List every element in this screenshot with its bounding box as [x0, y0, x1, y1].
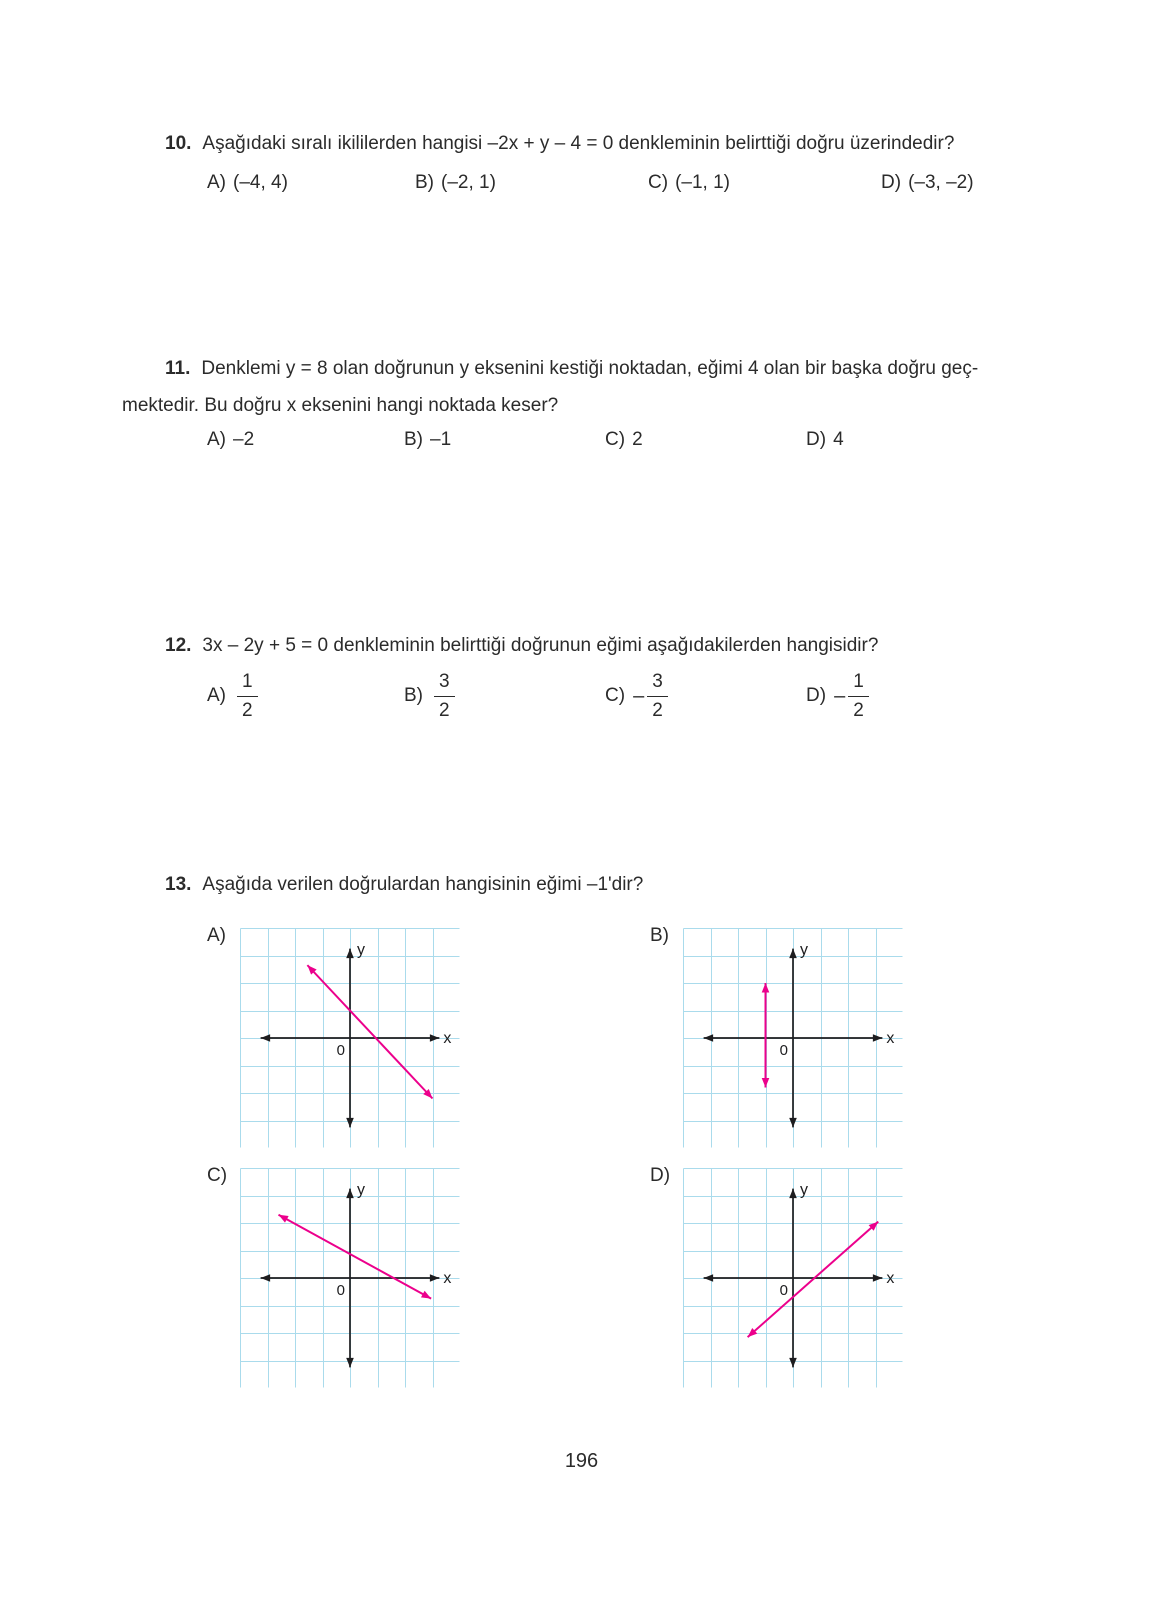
q13-option-c-label: C) — [207, 1165, 228, 1186]
q11-option-b — [404, 428, 451, 452]
q10-option-d — [881, 171, 974, 195]
question-text-line1: Denklemi y = 8 olan doğrunun y eksenini kestiği noktadan, eğimi 4 olan bir başka doğru geç- — [201, 358, 979, 379]
q11-option-c — [605, 428, 643, 452]
option-value: (–1, 1) — [675, 172, 730, 193]
svg-text:0: 0 — [336, 1042, 345, 1059]
graph-option-a — [240, 928, 460, 1148]
option-label: A) — [207, 429, 226, 450]
question-text: Aşağıdaki sıralı ikililerden hangisi –2x + y – 4 = 0 denkleminin belirttiği doğru üzerindedir? — [202, 133, 955, 154]
q13-option-d-label: D) — [650, 1165, 671, 1186]
question-number: 10. — [165, 133, 192, 154]
svg-text:0: 0 — [779, 1282, 788, 1299]
option-label: C) — [648, 172, 669, 193]
q13-option-a-label: A) — [207, 925, 226, 946]
q12-option-d — [806, 670, 869, 722]
q10-option-a — [207, 171, 288, 195]
q11-option-a — [207, 428, 254, 452]
svg-text:x: x — [443, 1030, 452, 1047]
question-text-line2: mektedir. Bu doğru x eksenini hangi noktada keser? — [122, 395, 559, 416]
option-label: D) — [881, 172, 902, 193]
question-number: 13. — [165, 874, 192, 895]
q11-option-d — [806, 428, 844, 452]
q12-option-c — [605, 670, 668, 722]
option-label: D) — [806, 429, 827, 450]
svg-text:y: y — [357, 941, 365, 959]
fraction-sign: – — [633, 685, 645, 707]
option-value: 4 — [833, 429, 844, 450]
fraction-numerator: 3 — [434, 670, 455, 697]
option-label: A) — [207, 685, 226, 706]
svg-text:0: 0 — [779, 1042, 788, 1059]
svg-text:x: x — [886, 1270, 895, 1287]
option-label: D) — [806, 685, 827, 706]
fraction-numerator: 3 — [647, 670, 668, 697]
fraction-sign: – — [834, 685, 846, 707]
fraction — [848, 670, 869, 723]
q13-option-b-label: B) — [650, 925, 669, 946]
q10-option-b — [415, 171, 496, 195]
q10-option-c — [648, 171, 730, 195]
q12-option-a — [207, 670, 258, 722]
option-value: (–3, –2) — [908, 172, 974, 193]
svg-text:y: y — [800, 941, 808, 959]
option-value: –2 — [233, 429, 255, 450]
q12-option-b — [404, 670, 455, 722]
graph-option-d — [683, 1168, 903, 1388]
fraction-numerator: 1 — [237, 670, 258, 697]
svg-text:y: y — [357, 1181, 365, 1199]
option-label: C) — [605, 429, 626, 450]
option-label: B) — [404, 685, 423, 706]
question-number: 12. — [165, 635, 192, 656]
question-number: 11. — [165, 358, 191, 379]
option-value: 2 — [632, 429, 643, 450]
graph-option-c — [240, 1168, 460, 1388]
fraction — [434, 670, 455, 723]
fraction — [647, 670, 668, 723]
question-text: Aşağıda verilen doğrulardan hangisinin eğimi –1'dir? — [202, 874, 644, 895]
option-label: C) — [605, 685, 626, 706]
question-11 — [165, 355, 1105, 382]
fraction — [237, 670, 258, 723]
page-number: 196 — [564, 1450, 599, 1472]
option-label: B) — [404, 429, 423, 450]
question-13 — [165, 871, 1105, 898]
question-12 — [165, 632, 1105, 659]
question-text: 3x – 2y + 5 = 0 denkleminin belirttiği doğrunun eğimi aşağıdakilerden hangisidir? — [202, 635, 879, 656]
fraction-numerator: 1 — [848, 670, 869, 697]
option-value: (–2, 1) — [441, 172, 496, 193]
svg-text:y: y — [800, 1181, 808, 1199]
option-value: –1 — [430, 429, 452, 450]
option-value: (–4, 4) — [233, 172, 288, 193]
fraction-denominator: 2 — [652, 699, 663, 721]
option-label: B) — [415, 172, 434, 193]
fraction-denominator: 2 — [853, 699, 864, 721]
option-label: A) — [207, 172, 226, 193]
fraction-denominator: 2 — [242, 699, 253, 721]
svg-text:x: x — [886, 1030, 895, 1047]
graph-option-b — [683, 928, 903, 1148]
fraction-denominator: 2 — [439, 699, 450, 721]
svg-text:0: 0 — [336, 1282, 345, 1299]
question-10 — [165, 130, 1065, 157]
svg-text:x: x — [443, 1270, 452, 1287]
